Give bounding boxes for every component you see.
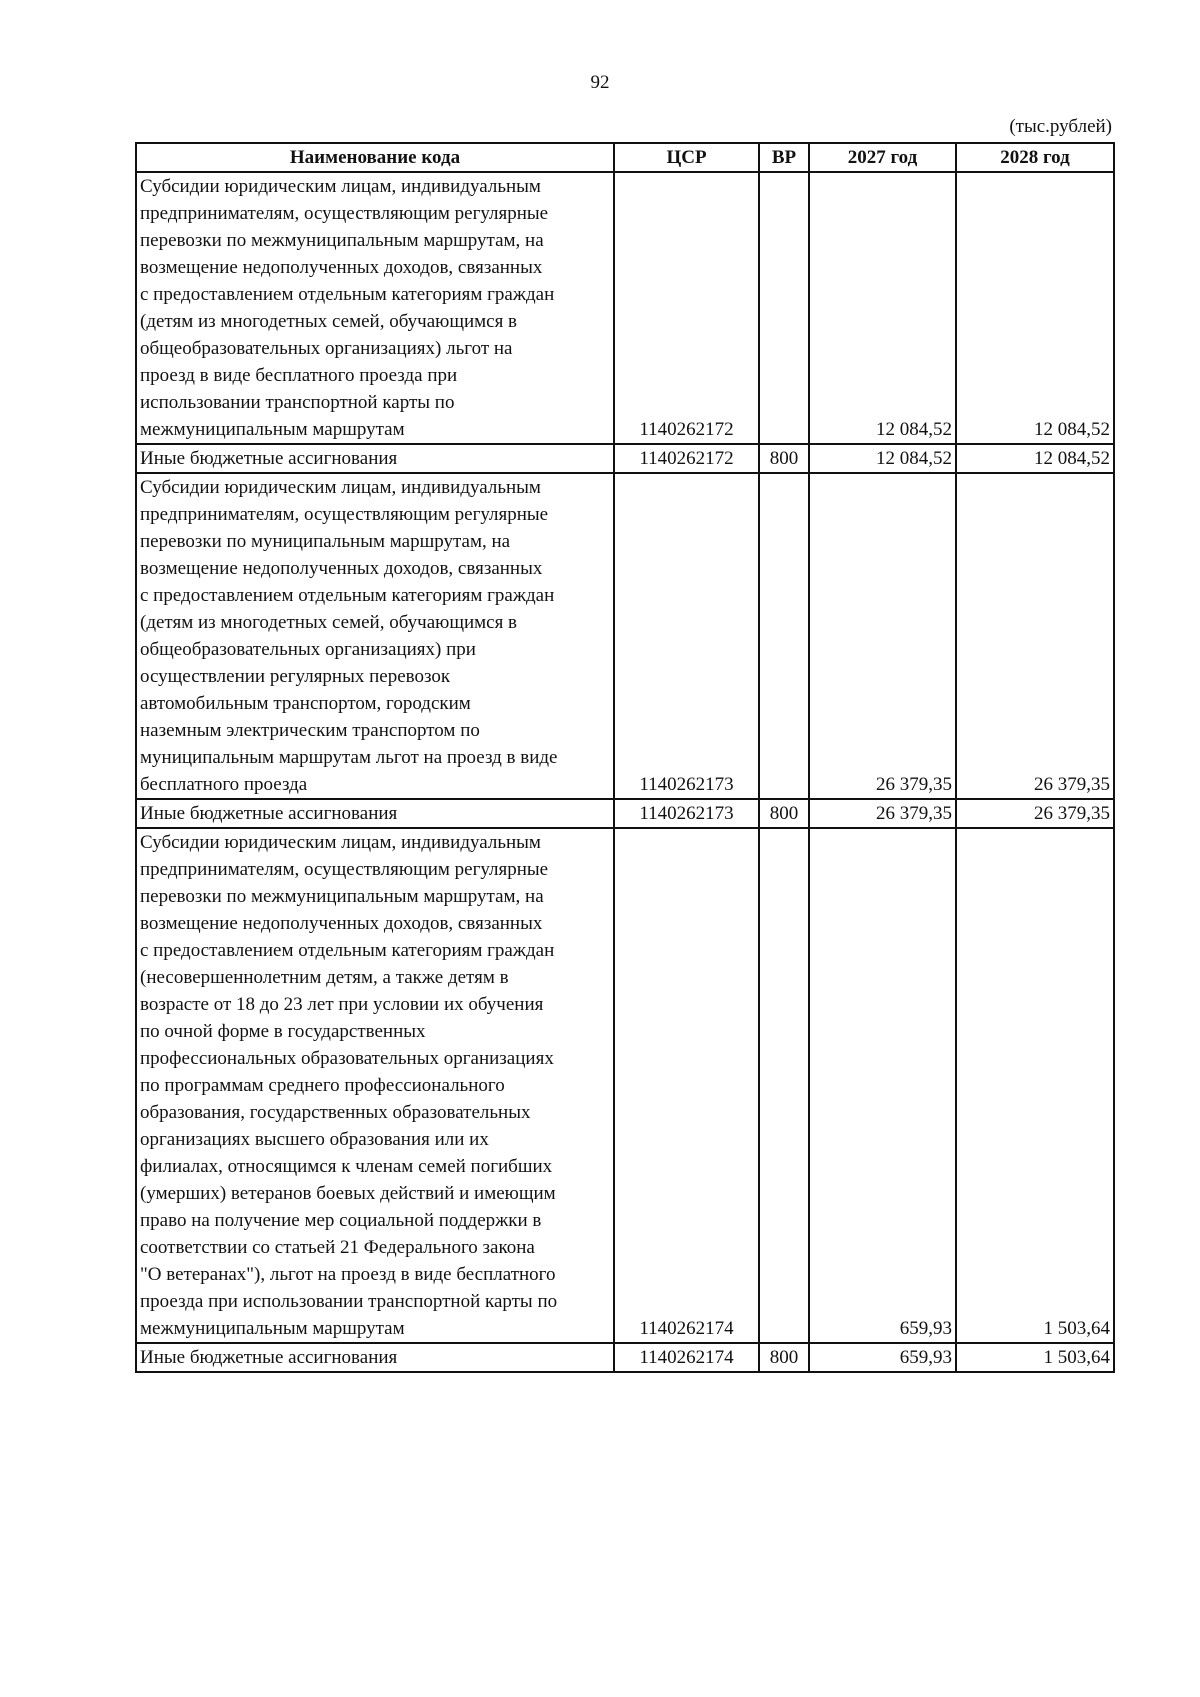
cell-name: Субсидии юридическим лицам, индивидуальным предпринимателям, осуществляющим регулярные перевозки по муниципальным маршрутам, на возмещение недополученных доходов, связанных с предоставлением отдельным категориям граждан (детям из многодетных семей, обучающимся в общеобразовательных организациях) при осуществлении регулярных перевозок автомобильным транспортом, городским наземным электрическим транспортом по муниципальным маршрутам льгот на проезд в виде бесплатного проезда: [136, 473, 614, 799]
cell-name: Иные бюджетные ассигнования: [136, 444, 614, 473]
table-row: [136, 1343, 1114, 1372]
units-label: (тыс.рублей): [1009, 116, 1112, 137]
cell-csr: 1140262173: [614, 799, 759, 828]
column-header-vr: ВР: [759, 143, 809, 172]
table-row: [136, 828, 1114, 1343]
cell-vr: 800: [759, 1343, 809, 1372]
cell-csr: 1140262172: [614, 444, 759, 473]
cell-vr: [759, 172, 809, 444]
budget-table: [135, 142, 1115, 1373]
cell-2028: 1 503,64: [956, 828, 1114, 1343]
cell-2028: 1 503,64: [956, 1343, 1114, 1372]
cell-2027: 659,93: [809, 828, 956, 1343]
cell-2027: 12 084,52: [809, 444, 956, 473]
column-header-name: Наименование кода: [136, 143, 614, 172]
cell-csr: 1140262172: [614, 172, 759, 444]
cell-csr: 1140262174: [614, 828, 759, 1343]
column-header-csr: ЦСР: [614, 143, 759, 172]
cell-csr: 1140262173: [614, 473, 759, 799]
table-row: [136, 172, 1114, 444]
cell-name: Субсидии юридическим лицам, индивидуальным предпринимателям, осуществляющим регулярные перевозки по межмуниципальным маршрутам, на возмещение недополученных доходов, связанных с предоставлением отдельным категориям граждан (детям из многодетных семей, обучающимся в общеобразовательных организациях) льгот на проезд в виде бесплатного проезда при использовании транспортной карты по межмуниципальным маршрутам: [136, 172, 614, 444]
cell-2027: 12 084,52: [809, 172, 956, 444]
cell-vr: [759, 828, 809, 1343]
cell-name: Иные бюджетные ассигнования: [136, 799, 614, 828]
cell-csr: 1140262174: [614, 1343, 759, 1372]
cell-2028: 12 084,52: [956, 444, 1114, 473]
cell-2028: 12 084,52: [956, 172, 1114, 444]
cell-2027: 26 379,35: [809, 473, 956, 799]
cell-name: Субсидии юридическим лицам, индивидуальным предпринимателям, осуществляющим регулярные перевозки по межмуниципальным маршрутам, на возмещение недополученных доходов, связанных с предоставлением отдельным категориям граждан (несовершеннолетним детям, а также детям в возрасте от 18 до 23 лет при условии их обучения по очной форме в государственных профессиональных образовательных организациях по программам среднего профессионального образования, государственных образовательных организациях высшего образования или их филиалах, относящимся к членам семей погибших (умерших) ветеранов боевых действий и имеющим право на получение мер социальной поддержки в соответствии со статьей 21 Федерального закона "О ветеранах"), льгот на проезд в виде бесплатного проезда при использовании транспортной карты по межмуниципальным маршрутам: [136, 828, 614, 1343]
cell-name: Иные бюджетные ассигнования: [136, 1343, 614, 1372]
cell-vr: 800: [759, 444, 809, 473]
table-header-row: [136, 143, 1114, 172]
cell-vr: [759, 473, 809, 799]
cell-vr: 800: [759, 799, 809, 828]
cell-2028: 26 379,35: [956, 473, 1114, 799]
cell-2027: 659,93: [809, 1343, 956, 1372]
table-row: [136, 444, 1114, 473]
cell-2027: 26 379,35: [809, 799, 956, 828]
column-header-2028: 2028 год: [956, 143, 1114, 172]
page-number: 92: [590, 72, 610, 93]
column-header-2027: 2027 год: [809, 143, 956, 172]
cell-2028: 26 379,35: [956, 799, 1114, 828]
table-row: [136, 799, 1114, 828]
table-row: [136, 473, 1114, 799]
